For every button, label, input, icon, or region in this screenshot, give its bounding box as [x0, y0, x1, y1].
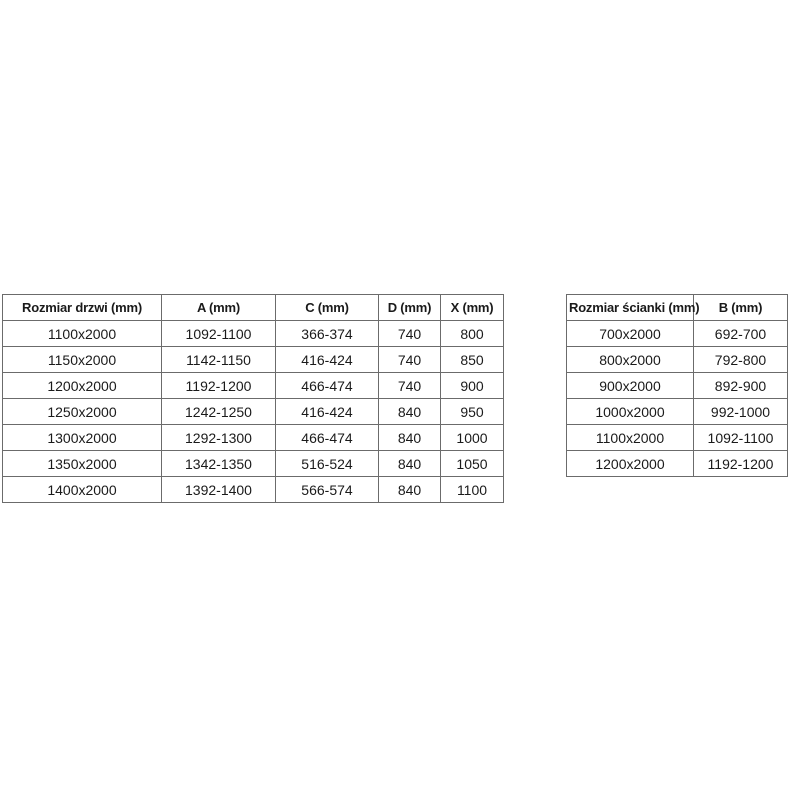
table-cell: 1200x2000 [567, 451, 694, 477]
table-row [3, 321, 504, 347]
table-cell: 1092-1100 [162, 321, 276, 347]
column-header: D (mm) [379, 295, 441, 321]
table-row [567, 373, 788, 399]
table-cell: 466-474 [276, 373, 379, 399]
table-cell: 1142-1150 [162, 347, 276, 373]
table-cell: 800 [441, 321, 504, 347]
table-cell: 740 [379, 321, 441, 347]
table-cell: 1392-1400 [162, 477, 276, 503]
table-cell: 992-1000 [694, 399, 788, 425]
table-cell: 416-424 [276, 399, 379, 425]
table-row [3, 477, 504, 503]
table-row [567, 321, 788, 347]
header-row [3, 295, 504, 321]
table-cell: 840 [379, 399, 441, 425]
table-cell: 900x2000 [567, 373, 694, 399]
column-header: A (mm) [162, 295, 276, 321]
table-cell: 1100x2000 [3, 321, 162, 347]
table-row [3, 451, 504, 477]
table-cell: 892-900 [694, 373, 788, 399]
table-cell: 516-524 [276, 451, 379, 477]
table-row [567, 425, 788, 451]
table-cell: 950 [441, 399, 504, 425]
table-cell: 1250x2000 [3, 399, 162, 425]
table-cell: 800x2000 [567, 347, 694, 373]
table-row [3, 373, 504, 399]
table-cell: 1400x2000 [3, 477, 162, 503]
table-row [3, 347, 504, 373]
table-cell: 740 [379, 347, 441, 373]
table-cell: 1292-1300 [162, 425, 276, 451]
table-cell: 900 [441, 373, 504, 399]
header-row [567, 295, 788, 321]
door-size-table [2, 294, 504, 503]
table-row [3, 425, 504, 451]
table-cell: 840 [379, 451, 441, 477]
table-cell: 1000 [441, 425, 504, 451]
table-cell: 850 [441, 347, 504, 373]
table-row [3, 399, 504, 425]
table-cell: 840 [379, 425, 441, 451]
table-cell: 1150x2000 [3, 347, 162, 373]
table-cell: 366-374 [276, 321, 379, 347]
column-header: B (mm) [694, 295, 788, 321]
table-cell: 840 [379, 477, 441, 503]
table-cell: 1200x2000 [3, 373, 162, 399]
table-cell: 792-800 [694, 347, 788, 373]
wall-size-table [566, 294, 788, 477]
table-cell: 1000x2000 [567, 399, 694, 425]
column-header: C (mm) [276, 295, 379, 321]
table-cell: 1242-1250 [162, 399, 276, 425]
column-header: X (mm) [441, 295, 504, 321]
table-row [567, 347, 788, 373]
table-cell: 416-424 [276, 347, 379, 373]
table-cell: 1100 [441, 477, 504, 503]
table-cell: 700x2000 [567, 321, 694, 347]
table-cell: 566-574 [276, 477, 379, 503]
table-cell: 740 [379, 373, 441, 399]
column-header: Rozmiar ścianki (mm) [567, 295, 694, 321]
table-cell: 1342-1350 [162, 451, 276, 477]
table-cell: 1350x2000 [3, 451, 162, 477]
table-cell: 466-474 [276, 425, 379, 451]
column-header: Rozmiar drzwi (mm) [3, 295, 162, 321]
table-cell: 1100x2000 [567, 425, 694, 451]
table-cell: 1192-1200 [694, 451, 788, 477]
table-cell: 1050 [441, 451, 504, 477]
table-cell: 1300x2000 [3, 425, 162, 451]
table-row [567, 451, 788, 477]
table-cell: 692-700 [694, 321, 788, 347]
table-cell: 1092-1100 [694, 425, 788, 451]
table-cell: 1192-1200 [162, 373, 276, 399]
table-row [567, 399, 788, 425]
